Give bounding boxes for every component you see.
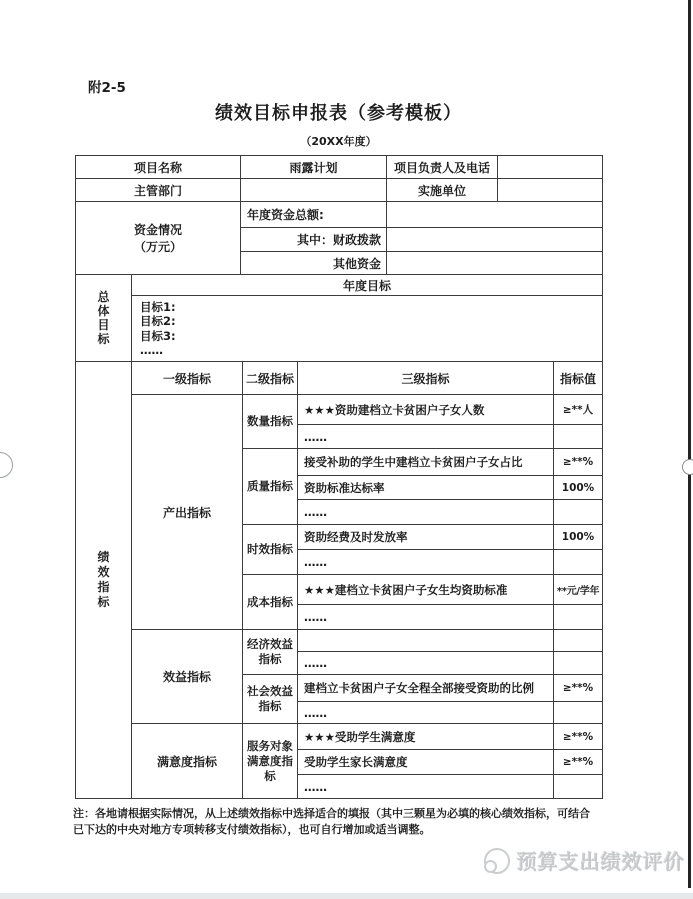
indicator-row xyxy=(76,395,603,425)
funds-other-label: 其他资金 xyxy=(241,252,387,275)
table-row xyxy=(76,156,603,179)
right-edge-notch xyxy=(682,459,693,475)
form-table xyxy=(75,155,602,799)
indicator-value xyxy=(554,425,603,449)
project-info-table xyxy=(75,155,603,275)
watermark-text: 预算支出绩效评价 xyxy=(517,850,685,874)
header-level3: 三级指标 xyxy=(298,362,554,395)
goal-line: 目标3: xyxy=(140,328,176,343)
indicator-value xyxy=(554,550,603,575)
overall-goal-side-cell xyxy=(76,275,132,362)
level3-indicator: …… xyxy=(298,605,554,630)
indicator-value xyxy=(554,500,603,525)
dept-label: 主管部门 xyxy=(76,179,241,202)
level2-service-target: 服务对象满意度指标 xyxy=(243,724,298,799)
impl-label: 实施单位 xyxy=(387,179,498,202)
level1-output: 产出指标 xyxy=(132,395,243,630)
indicator-value: **元/学年 xyxy=(554,575,603,605)
perf-side-cell xyxy=(76,362,132,799)
level3-indicator: 建档立卡贫困户子女全程全部接受资助的比例 xyxy=(298,675,554,702)
overall-goal-side-label: 总体目标 xyxy=(97,290,110,346)
indicator-value: ≥**% xyxy=(554,675,603,702)
annual-goal-content xyxy=(132,296,603,362)
indicator-value: ≥**% xyxy=(554,750,603,775)
level3-indicator: ★★★建档立卡贫困户子女生均资助标准 xyxy=(298,575,554,605)
level3-indicator xyxy=(298,630,554,652)
header-level2: 二级指标 xyxy=(243,362,298,395)
funds-total-value xyxy=(387,202,603,228)
leader-value xyxy=(498,156,603,179)
indicator-value xyxy=(554,775,603,799)
dept-value xyxy=(241,179,387,202)
bottom-divider-bar xyxy=(0,893,693,899)
indicator-value xyxy=(554,630,603,652)
footnote-line1: 注：各地请根据实际情况，从上述绩效指标中选择适合的填报（其中三颗星为必填的核心绩效指标，可结合 xyxy=(73,807,590,820)
level1-benefit: 效益指标 xyxy=(132,630,243,724)
page-right-edge-line xyxy=(688,0,691,888)
level3-indicator: 接受补助的学生中建档立卡贫困户子女占比 xyxy=(298,449,554,476)
level2-quality: 质量指标 xyxy=(243,449,298,525)
level3-indicator: 资助标准达标率 xyxy=(298,476,554,500)
indicator-row xyxy=(76,724,603,750)
attachment-label: 附2-5 xyxy=(88,80,126,96)
annual-goal-header: 年度目标 xyxy=(132,275,603,296)
left-punch-hole xyxy=(0,452,13,478)
level2-timeliness: 时效指标 xyxy=(243,525,298,575)
indicator-header-row xyxy=(76,362,603,395)
funds-fiscal-label: 其中：财政拨款 xyxy=(241,228,387,252)
brand-logo-icon xyxy=(484,848,510,874)
leader-label: 项目负责人及电话 xyxy=(387,156,498,179)
form-title: 绩效目标申报表（参考模板） xyxy=(215,103,462,124)
project-name-value: 雨露计划 xyxy=(241,156,387,179)
level3-indicator: …… xyxy=(298,702,554,724)
header-value: 指标值 xyxy=(554,362,603,395)
indicator-value: ≥**% xyxy=(554,724,603,750)
indicator-row xyxy=(76,630,603,652)
level3-indicator: …… xyxy=(298,500,554,525)
level3-indicator: …… xyxy=(298,775,554,799)
funds-total-label: 年度资金总额: xyxy=(241,202,387,228)
level2-quantity: 数量指标 xyxy=(243,395,298,449)
level3-indicator: ★★★受助学生满意度 xyxy=(298,724,554,750)
level3-indicator: …… xyxy=(298,550,554,575)
table-row xyxy=(76,275,603,296)
level3-indicator: ★★★资助建档立卡贫困户子女人数 xyxy=(298,395,554,425)
table-row xyxy=(76,202,603,228)
indicator-value: 100% xyxy=(554,525,603,550)
form-year-subtitle: （20XX年度） xyxy=(300,135,377,148)
footnote-line2: 已下达的中央对地方专项转移支付绩效指标），也可自行增加或适当调整。 xyxy=(73,823,431,836)
level3-indicator: 受助学生家长满意度 xyxy=(298,750,554,775)
goal-line: …… xyxy=(140,343,163,357)
level3-indicator: …… xyxy=(298,425,554,449)
table-row xyxy=(76,296,603,362)
indicator-value xyxy=(554,652,603,675)
indicator-value: ≥**人 xyxy=(554,395,603,425)
funds-label xyxy=(76,202,241,275)
level3-indicator: …… xyxy=(298,652,554,675)
indicator-value xyxy=(554,702,603,724)
goal-line: 目标2: xyxy=(140,314,176,328)
funds-other-value xyxy=(387,252,603,275)
perf-side-label: 绩效指标 xyxy=(97,550,110,609)
level3-indicator: 资助经费及时发放率 xyxy=(298,525,554,550)
header-level1: 一级指标 xyxy=(132,362,243,395)
impl-value xyxy=(498,179,603,202)
level2-cost: 成本指标 xyxy=(243,575,298,630)
level2-social: 社会效益指标 xyxy=(243,675,298,724)
footnote xyxy=(73,806,605,838)
indicators-table xyxy=(75,361,603,799)
table-row xyxy=(76,179,603,202)
indicator-value xyxy=(554,605,603,630)
watermark xyxy=(484,846,685,875)
funds-label-line2: （万元） xyxy=(133,240,182,254)
funds-fiscal-value xyxy=(387,228,603,252)
level1-satisfaction: 满意度指标 xyxy=(132,724,243,799)
level2-economic: 经济效益指标 xyxy=(243,630,298,675)
overall-goal-table xyxy=(75,274,603,362)
indicator-value: 100% xyxy=(554,476,603,500)
goal-line: 目标1: xyxy=(140,299,176,314)
project-name-label: 项目名称 xyxy=(76,156,241,179)
indicator-value: ≥**% xyxy=(554,449,603,476)
funds-label-line1: 资金情况 xyxy=(133,223,182,237)
